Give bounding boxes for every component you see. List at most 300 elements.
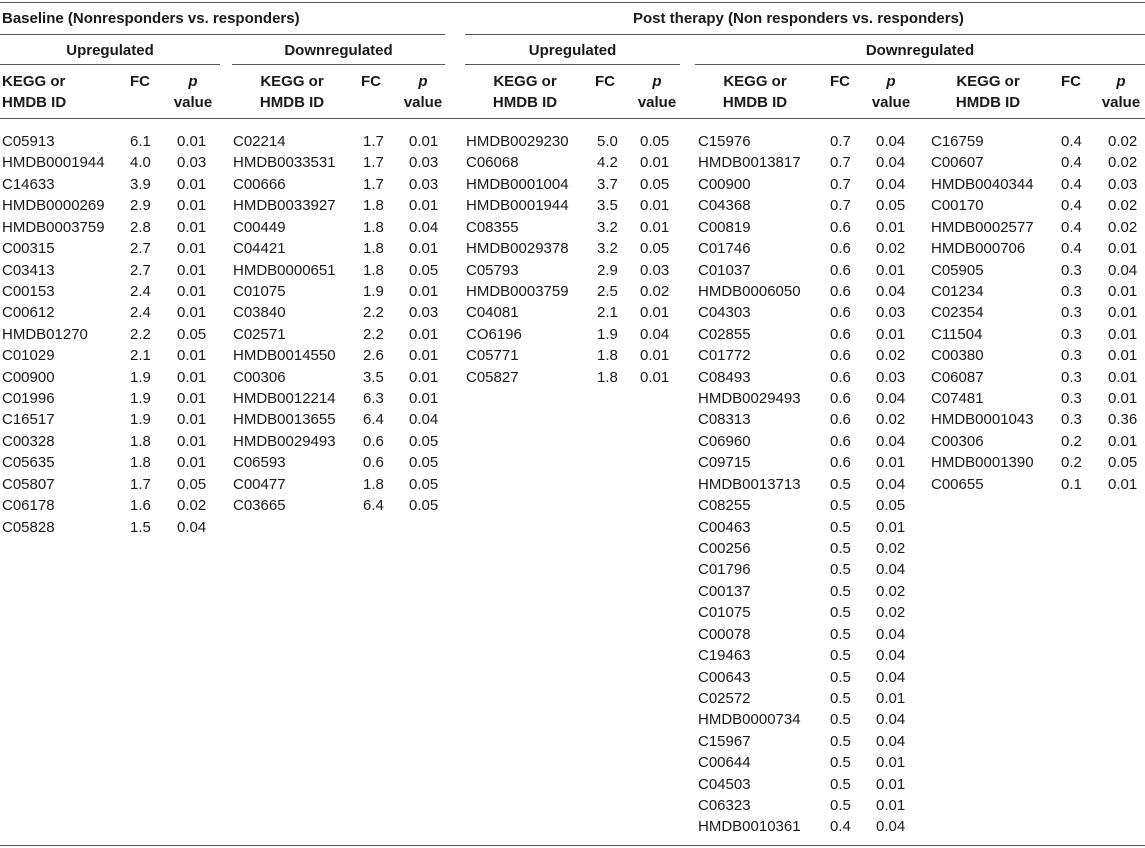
fc-cell: 0.4 <box>1061 197 1082 215</box>
metabolite-id-cell: C00137 <box>698 582 751 600</box>
fc-cell: 0.5 <box>830 775 851 793</box>
col-header-id-line2: HMDB ID <box>259 94 325 111</box>
fc-cell: 5.0 <box>597 133 618 150</box>
p-value-cell: 0.01 <box>1108 475 1138 493</box>
fc-cell: 2.7 <box>130 261 151 279</box>
metabolite-id-cell: HMDB0029378 <box>466 240 569 258</box>
p-value-cell: 0.04 <box>409 411 439 429</box>
p-value-cell: 0.02 <box>640 282 670 300</box>
metabolite-id-cell: C00655 <box>931 475 984 493</box>
metabolite-id-cell: C03665 <box>233 497 286 515</box>
p-value-cell: 0.04 <box>876 390 906 408</box>
col-header-id-line1: KEGG or <box>723 73 787 90</box>
p-value-cell: 0.04 <box>876 647 906 665</box>
metabolite-id-cell: HMDB0001043 <box>931 411 1034 429</box>
fc-cell: 0.3 <box>1061 411 1082 429</box>
fc-cell: 0.3 <box>1061 347 1082 365</box>
p-value-cell: 0.02 <box>876 347 906 365</box>
col-header-id-line1: KEGG or <box>956 73 1020 90</box>
metabolite-id-cell: C00256 <box>698 539 751 557</box>
col-header-p-line1: p <box>188 73 198 90</box>
col-header-id <box>232 71 352 113</box>
p-value-cell: 0.03 <box>1108 175 1138 193</box>
fc-cell: 0.5 <box>830 604 851 622</box>
col-header-id-line1: KEGG or <box>493 73 557 90</box>
metabolite-id-cell: HMDB0029493 <box>698 390 801 408</box>
col-header-p-line1: p <box>886 73 896 90</box>
fc-cell: 6.4 <box>363 497 384 515</box>
baseline-title-rule <box>0 34 445 35</box>
metabolite-id-cell: HMDB0013817 <box>698 154 801 172</box>
p-value-cell: 0.04 <box>876 175 906 193</box>
metabolite-id-cell: C00612 <box>2 304 55 322</box>
p-value-cell: 0.01 <box>640 154 670 172</box>
p-value-cell: 0.01 <box>1108 368 1138 386</box>
fc-cell: 2.2 <box>363 325 384 343</box>
p-value-cell: 0.04 <box>409 218 439 236</box>
fc-cell: 6.1 <box>130 133 151 150</box>
col-header-fc: FC <box>830 73 850 90</box>
fc-cell: 0.6 <box>830 368 851 386</box>
table-bottom-rule <box>0 845 1145 846</box>
p-value-cell: 0.05 <box>640 175 670 193</box>
metabolite-id-cell: C01075 <box>698 604 751 622</box>
fc-cell: 0.4 <box>1061 133 1082 150</box>
p-value-cell: 0.04 <box>876 818 906 836</box>
metabolite-id-cell: C01996 <box>2 390 55 408</box>
p-value-cell: 0.05 <box>876 497 906 515</box>
p-value-cell: 0.01 <box>640 368 670 386</box>
metabolite-id-cell: HMDB0003759 <box>2 218 105 236</box>
fc-cell: 1.8 <box>363 240 384 258</box>
table-top-rule <box>0 2 1145 3</box>
metabolite-id-cell: C00900 <box>2 368 55 386</box>
metabolite-id-cell: C14633 <box>2 175 55 193</box>
p-value-cell: 0.01 <box>640 304 670 322</box>
metabolite-id-cell: C06593 <box>233 454 286 472</box>
post-down-rule <box>695 64 1145 65</box>
fc-cell: 1.7 <box>363 133 384 150</box>
post-therapy-title: Post therapy (Non responders vs. responders) <box>633 10 964 27</box>
p-value-cell: 0.01 <box>177 282 207 300</box>
p-value-cell: 0.02 <box>876 539 906 557</box>
fc-cell: 3.5 <box>597 197 618 215</box>
p-value-cell: 0.36 <box>1108 411 1138 429</box>
fc-cell: 0.6 <box>363 454 384 472</box>
col-header-id-line1: KEGG or <box>260 73 324 90</box>
col-header-id-line2: HMDB ID <box>2 94 67 111</box>
fc-cell: 1.7 <box>363 175 384 193</box>
fc-cell: 1.9 <box>130 390 151 408</box>
metabolite-id-cell: C03413 <box>2 261 55 279</box>
metabolite-id-cell: C02571 <box>233 325 286 343</box>
fc-cell: 0.6 <box>830 454 851 472</box>
metabolite-id-cell: C04421 <box>233 240 286 258</box>
p-value-cell: 0.02 <box>177 497 207 515</box>
col-header-p-line2: value <box>173 94 213 111</box>
fc-cell: 1.8 <box>363 261 384 279</box>
p-value-cell: 0.01 <box>876 754 906 772</box>
fc-cell: 0.6 <box>830 347 851 365</box>
metabolite-id-cell: C00380 <box>931 347 984 365</box>
p-value-cell: 0.01 <box>876 454 906 472</box>
p-value-cell: 0.01 <box>876 325 906 343</box>
p-value-cell: 0.04 <box>876 475 906 493</box>
metabolite-id-cell: C01029 <box>2 347 55 365</box>
metabolite-id-cell: C08255 <box>698 497 751 515</box>
metabolite-id-cell: C01796 <box>698 561 751 579</box>
p-value-cell: 0.03 <box>177 154 207 172</box>
metabolite-id-cell: C01075 <box>233 282 286 300</box>
p-value-cell: 0.02 <box>876 240 906 258</box>
p-value-cell: 0.04 <box>876 668 906 686</box>
p-value-cell: 0.02 <box>1108 197 1138 215</box>
p-value-cell: 0.02 <box>1108 133 1138 150</box>
metabolite-id-cell: C00900 <box>698 175 751 193</box>
p-value-cell: 0.01 <box>409 133 439 150</box>
col-header-id-line2: HMDB ID <box>492 94 558 111</box>
p-value-cell: 0.01 <box>177 304 207 322</box>
metabolite-id-cell: HMDB0001944 <box>466 197 569 215</box>
col-header-fc: FC <box>1061 73 1081 90</box>
p-value-cell: 0.01 <box>1108 240 1138 258</box>
fc-cell: 1.8 <box>363 197 384 215</box>
fc-cell: 0.5 <box>830 497 851 515</box>
p-value-cell: 0.05 <box>640 240 670 258</box>
p-value-cell: 0.04 <box>876 732 906 750</box>
fc-cell: 3.2 <box>597 240 618 258</box>
p-value-cell: 0.01 <box>640 347 670 365</box>
p-value-cell: 0.01 <box>640 218 670 236</box>
header-bottom-rule <box>0 118 1145 119</box>
metabolite-id-cell: C01037 <box>698 261 751 279</box>
fc-cell: 0.6 <box>830 304 851 322</box>
metabolite-id-cell: C00170 <box>931 197 984 215</box>
fc-cell: 0.6 <box>830 432 851 450</box>
col-header-id-line2: HMDB ID <box>722 94 788 111</box>
p-value-cell: 0.01 <box>409 347 439 365</box>
metabolite-id-cell: HMDB0040344 <box>931 175 1034 193</box>
metabolite-id-cell: HMDB0000734 <box>698 711 801 729</box>
p-value-cell: 0.01 <box>177 175 207 193</box>
p-value-cell: 0.05 <box>409 432 439 450</box>
p-value-cell: 0.04 <box>876 133 906 150</box>
fc-cell: 1.6 <box>130 497 151 515</box>
p-value-cell: 0.01 <box>1108 282 1138 300</box>
p-value-cell: 0.01 <box>1108 304 1138 322</box>
p-value-cell: 0.01 <box>177 368 207 386</box>
metabolite-id-cell: C08355 <box>466 218 519 236</box>
fc-cell: 1.8 <box>363 218 384 236</box>
fc-cell: 1.9 <box>597 325 618 343</box>
col-header-p-line1: p <box>1116 73 1126 90</box>
col-header-p <box>866 71 916 113</box>
p-value-cell: 0.04 <box>640 325 670 343</box>
p-value-cell: 0.05 <box>177 475 207 493</box>
metabolite-id-cell: C00078 <box>698 625 751 643</box>
fc-cell: 0.3 <box>1061 261 1082 279</box>
p-value-cell: 0.03 <box>640 261 670 279</box>
fc-cell: 2.6 <box>363 347 384 365</box>
metabolite-id-cell: HMDB0000269 <box>2 197 105 215</box>
p-value-cell: 0.01 <box>1108 432 1138 450</box>
metabolite-id-cell: C00643 <box>698 668 751 686</box>
metabolite-id-cell: C00644 <box>698 754 751 772</box>
p-value-cell: 0.03 <box>876 304 906 322</box>
fc-cell: 3.5 <box>363 368 384 386</box>
fc-cell: 2.8 <box>130 218 151 236</box>
fc-cell: 2.1 <box>597 304 618 322</box>
fc-cell: 0.6 <box>830 218 851 236</box>
metabolite-id-cell: HMDB0000651 <box>233 261 336 279</box>
col-header-p <box>1096 71 1145 113</box>
fc-cell: 0.6 <box>830 261 851 279</box>
metabolite-id-cell: HMDB0014550 <box>233 347 336 365</box>
metabolite-id-cell: C19463 <box>698 647 751 665</box>
fc-cell: 2.1 <box>130 347 151 365</box>
fc-cell: 2.7 <box>130 240 151 258</box>
fc-cell: 0.5 <box>830 561 851 579</box>
metabolite-id-cell: C00666 <box>233 175 286 193</box>
col-header-p-line2: value <box>1101 94 1141 111</box>
fc-cell: 0.7 <box>830 197 851 215</box>
p-value-cell: 0.01 <box>177 240 207 258</box>
metabolite-id-cell: C06323 <box>698 797 751 815</box>
col-header-p-line1: p <box>652 73 662 90</box>
p-value-cell: 0.04 <box>876 154 906 172</box>
fc-cell: 2.5 <box>597 282 618 300</box>
p-value-cell: 0.01 <box>177 261 207 279</box>
fc-cell: 3.2 <box>597 218 618 236</box>
baseline-down-rule <box>232 64 445 65</box>
metabolite-id-cell: HMDB0033531 <box>233 154 336 172</box>
p-value-cell: 0.01 <box>177 218 207 236</box>
fc-cell: 2.9 <box>130 197 151 215</box>
col-header-p-line2: value <box>403 94 443 111</box>
p-value-cell: 0.01 <box>876 775 906 793</box>
metabolite-id-cell: C00463 <box>698 518 751 536</box>
fc-cell: 2.2 <box>130 325 151 343</box>
p-value-cell: 0.01 <box>177 197 207 215</box>
metabolite-id-cell: HMDB0010361 <box>698 818 801 836</box>
col-header-p <box>632 71 682 113</box>
metabolite-id-cell: HMDB01270 <box>2 325 88 343</box>
metabolite-id-cell: C06087 <box>931 368 984 386</box>
p-value-cell: 0.01 <box>177 347 207 365</box>
metabolite-id-cell: HMDB0002577 <box>931 218 1034 236</box>
metabolite-id-cell: CO6196 <box>466 325 522 343</box>
metabolite-id-cell: C01772 <box>698 347 751 365</box>
metabolite-id-cell: C02572 <box>698 689 751 707</box>
fc-cell: 0.5 <box>830 668 851 686</box>
fc-cell: 1.7 <box>130 475 151 493</box>
p-value-cell: 0.01 <box>177 454 207 472</box>
fc-cell: 0.7 <box>830 175 851 193</box>
baseline-up-subheader: Upregulated <box>66 42 154 59</box>
p-value-cell: 0.01 <box>409 368 439 386</box>
fc-cell: 0.3 <box>1061 304 1082 322</box>
fc-cell: 0.4 <box>1061 240 1082 258</box>
fc-cell: 1.8 <box>130 432 151 450</box>
p-value-cell: 0.03 <box>876 368 906 386</box>
metabolite-id-cell: HMDB0006050 <box>698 282 801 300</box>
metabolite-id-cell: HMDB0029493 <box>233 432 336 450</box>
p-value-cell: 0.01 <box>876 218 906 236</box>
p-value-cell: 0.01 <box>409 240 439 258</box>
fc-cell: 0.2 <box>1061 454 1082 472</box>
fc-cell: 0.7 <box>830 154 851 172</box>
p-value-cell: 0.04 <box>876 432 906 450</box>
fc-cell: 0.5 <box>830 647 851 665</box>
metabolite-id-cell: HMDB0001944 <box>2 154 105 172</box>
col-header-p-line2: value <box>871 94 911 111</box>
metabolite-id-cell: C06960 <box>698 432 751 450</box>
metabolite-id-cell: HMDB0003759 <box>466 282 569 300</box>
metabolite-id-cell: C04368 <box>698 197 751 215</box>
metabolite-id-cell: C05828 <box>2 518 55 536</box>
metabolite-id-cell: HMDB0013655 <box>233 411 336 429</box>
p-value-cell: 0.01 <box>409 282 439 300</box>
col-header-fc: FC <box>595 73 615 90</box>
baseline-up-rule <box>0 64 220 65</box>
fc-cell: 1.8 <box>597 347 618 365</box>
metabolite-id-cell: C09715 <box>698 454 751 472</box>
fc-cell: 0.6 <box>830 282 851 300</box>
p-value-cell: 0.02 <box>1108 154 1138 172</box>
metabolite-id-cell: C00306 <box>233 368 286 386</box>
metabolite-id-cell: C00607 <box>931 154 984 172</box>
p-value-cell: 0.05 <box>409 261 439 279</box>
metabolite-id-cell: C01234 <box>931 282 984 300</box>
fc-cell: 0.1 <box>1061 475 1082 493</box>
fc-cell: 0.4 <box>1061 175 1082 193</box>
metabolite-id-cell: C05771 <box>466 347 519 365</box>
metabolite-id-cell: HMDB0012214 <box>233 390 336 408</box>
col-header-p-line1: p <box>418 73 428 90</box>
metabolite-id-cell: C06068 <box>466 154 519 172</box>
fc-cell: 0.5 <box>830 625 851 643</box>
fc-cell: 4.0 <box>130 154 151 172</box>
p-value-cell: 0.01 <box>876 518 906 536</box>
p-value-cell: 0.02 <box>1108 218 1138 236</box>
p-value-cell: 0.04 <box>876 282 906 300</box>
fc-cell: 3.7 <box>597 175 618 193</box>
p-value-cell: 0.03 <box>409 304 439 322</box>
metabolite-id-cell: C05913 <box>2 133 55 150</box>
fc-cell: 0.4 <box>830 818 851 836</box>
post-title-rule <box>465 34 1145 35</box>
p-value-cell: 0.05 <box>177 325 207 343</box>
fc-cell: 1.9 <box>363 282 384 300</box>
metabolite-id-cell: C00328 <box>2 432 55 450</box>
p-value-cell: 0.01 <box>177 390 207 408</box>
fc-cell: 0.5 <box>830 754 851 772</box>
p-value-cell: 0.03 <box>409 175 439 193</box>
metabolite-id-cell: C00477 <box>233 475 286 493</box>
metabolite-id-cell: C02855 <box>698 325 751 343</box>
p-value-cell: 0.01 <box>876 797 906 815</box>
metabolite-id-cell: C04503 <box>698 775 751 793</box>
metabolite-id-cell: C00449 <box>233 218 286 236</box>
p-value-cell: 0.01 <box>640 197 670 215</box>
p-value-cell: 0.05 <box>876 197 906 215</box>
fc-cell: 4.2 <box>597 154 618 172</box>
fc-cell: 0.3 <box>1061 325 1082 343</box>
metabolite-id-cell: C00306 <box>931 432 984 450</box>
col-header-id <box>465 71 585 113</box>
p-value-cell: 0.01 <box>1108 347 1138 365</box>
p-value-cell: 0.05 <box>1108 454 1138 472</box>
fc-cell: 2.9 <box>597 261 618 279</box>
p-value-cell: 0.01 <box>177 133 207 150</box>
metabolite-id-cell: C05905 <box>931 261 984 279</box>
fc-cell: 1.9 <box>130 411 151 429</box>
metabolite-id-cell: C16517 <box>2 411 55 429</box>
metabolite-id-cell: HMDB0001390 <box>931 454 1034 472</box>
metabolite-id-cell: C11504 <box>931 325 983 343</box>
fc-cell: 0.5 <box>830 797 851 815</box>
metabolite-id-cell: C05807 <box>2 475 55 493</box>
fc-cell: 1.7 <box>363 154 384 172</box>
metabolite-id-cell: C03840 <box>233 304 286 322</box>
fc-cell: 6.3 <box>363 390 384 408</box>
metabolite-id-cell: C15967 <box>698 732 751 750</box>
fc-cell: 0.5 <box>830 732 851 750</box>
metabolite-id-cell: HMDB000706 <box>931 240 1026 258</box>
metabolite-id-cell: C08493 <box>698 368 751 386</box>
metabolite-id-cell: C07481 <box>931 390 984 408</box>
metabolite-id-cell: HMDB0013713 <box>698 475 801 493</box>
metabolite-id-cell: C04303 <box>698 304 751 322</box>
p-value-cell: 0.01 <box>876 261 906 279</box>
p-value-cell: 0.01 <box>1108 390 1138 408</box>
post-down-subheader: Downregulated <box>865 42 975 59</box>
fc-cell: 0.6 <box>830 411 851 429</box>
p-value-cell: 0.01 <box>177 432 207 450</box>
fc-cell: 0.5 <box>830 518 851 536</box>
metabolite-id-cell: C15976 <box>698 133 751 150</box>
p-value-cell: 0.05 <box>409 475 439 493</box>
fc-cell: 1.5 <box>130 518 151 536</box>
fc-cell: 0.5 <box>830 689 851 707</box>
fc-cell: 0.3 <box>1061 368 1082 386</box>
metabolite-id-cell: C04081 <box>466 304 519 322</box>
p-value-cell: 0.01 <box>177 411 207 429</box>
fc-cell: 0.2 <box>1061 432 1082 450</box>
metabolite-id-cell: C02214 <box>233 133 286 150</box>
metabolite-id-cell: C05635 <box>2 454 55 472</box>
p-value-cell: 0.04 <box>876 561 906 579</box>
p-value-cell: 0.03 <box>409 154 439 172</box>
p-value-cell: 0.01 <box>1108 325 1138 343</box>
fc-cell: 0.4 <box>1061 154 1082 172</box>
fc-cell: 0.4 <box>1061 218 1082 236</box>
metabolite-id-cell: C05793 <box>466 261 519 279</box>
fc-cell: 0.5 <box>830 475 851 493</box>
fc-cell: 0.3 <box>1061 282 1082 300</box>
metabolite-id-cell: C00153 <box>2 282 55 300</box>
p-value-cell: 0.02 <box>876 582 906 600</box>
col-header-p <box>168 71 218 113</box>
p-value-cell: 0.01 <box>409 325 439 343</box>
fc-cell: 2.4 <box>130 304 151 322</box>
p-value-cell: 0.02 <box>876 411 906 429</box>
fc-cell: 3.9 <box>130 175 151 193</box>
metabolite-id-cell: C02354 <box>931 304 984 322</box>
metabolite-id-cell: HMDB0001004 <box>466 175 569 193</box>
col-header-fc: FC <box>130 73 150 90</box>
fc-cell: 0.5 <box>830 711 851 729</box>
